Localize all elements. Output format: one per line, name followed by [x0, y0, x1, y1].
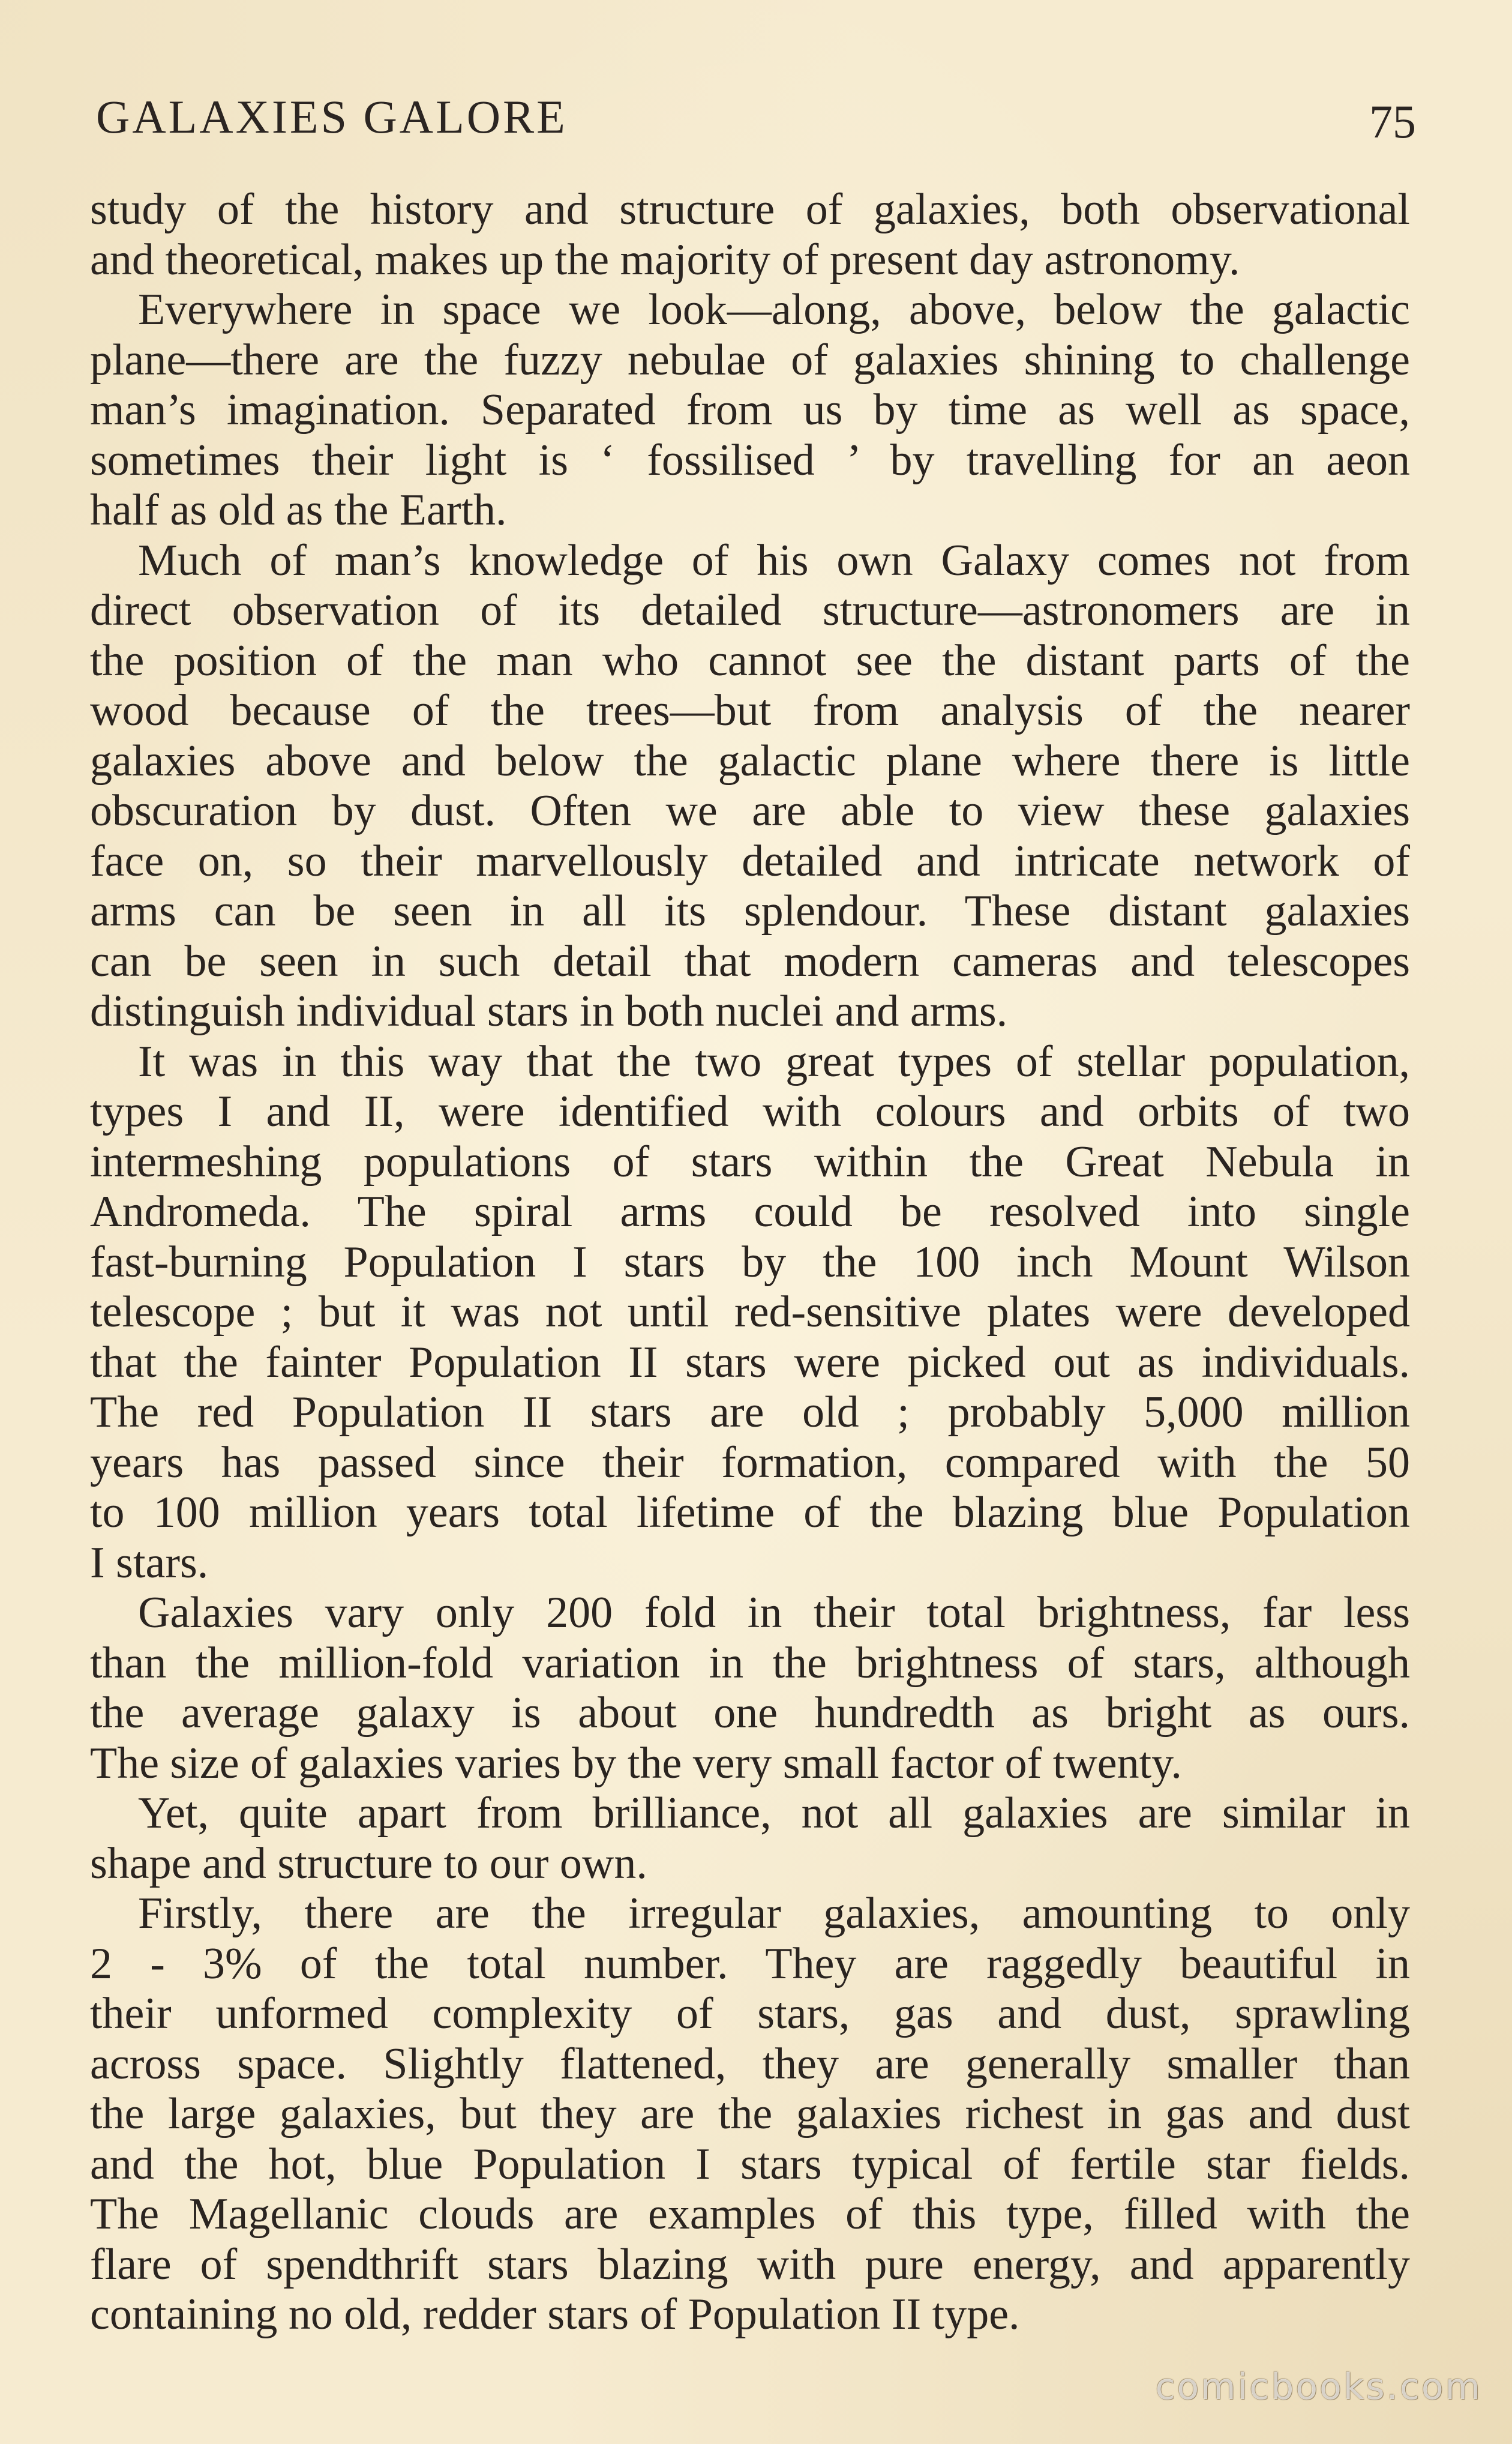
text-line: Yet, quite apart from brilliance, not all galaxies are similar in	[138, 1789, 1410, 1838]
text-line: I stars.	[90, 1538, 209, 1588]
text-line: It was in this way that the two great types of stellar population,	[138, 1037, 1410, 1086]
text-line: than the million-fold variation in the brightness of stars, although	[90, 1638, 1410, 1688]
text-line: galaxies above and below the galactic plane where there is little	[90, 736, 1410, 786]
text-line: telescope ; but it was not until red-sensitive plates were developed	[90, 1287, 1410, 1337]
body-text	[90, 185, 1410, 2340]
text-line: Much of man’s knowledge of his own Galaxy comes not from	[138, 535, 1410, 585]
text-line: intermeshing populations of stars within the Great Nebula in	[90, 1137, 1410, 1187]
text-line: The Magellanic clouds are examples of this type, filled with the	[90, 2190, 1410, 2239]
text-line: Andromeda. The spiral arms could be resolved into single	[90, 1187, 1410, 1236]
text-line: years has passed since their formation, compared with the 50	[90, 1437, 1410, 1487]
text-line: Everywhere in space we look—along, above, below the galactic	[138, 285, 1410, 334]
text-line: half as old as the Earth.	[90, 486, 507, 535]
text-line: study of the history and structure of galaxies, both observational	[90, 185, 1410, 234]
paragraph	[90, 1889, 1410, 2340]
paragraph	[90, 536, 1410, 1037]
text-line: The red Population II stars are old ; probably 5,000 million	[90, 1388, 1410, 1437]
text-line: containing no old, redder stars of Population II type.	[90, 2290, 1020, 2339]
watermark: comicbooks.com	[1155, 2366, 1482, 2408]
text-line: and theoretical, makes up the majority of present day astronomy.	[90, 235, 1240, 284]
page-number: 75	[1369, 95, 1416, 148]
text-line: plane—there are the fuzzy nebulae of galaxies shining to challenge	[90, 335, 1410, 385]
running-head: GALAXIES GALORE	[96, 91, 568, 143]
text-line: sometimes their light is ‘ fossilised ’ by travelling for an aeon	[90, 435, 1410, 485]
paragraph	[90, 1789, 1410, 1889]
text-line: Galaxies vary only 200 fold in their total brightness, far less	[138, 1588, 1410, 1637]
text-line: the position of the man who cannot see the distant parts of the	[90, 636, 1410, 685]
paragraph	[90, 1588, 1410, 1789]
text-line: wood because of the trees—but from analysis of the nearer	[90, 686, 1410, 735]
text-line: arms can be seen in all its splendour. These distant galaxies	[90, 886, 1410, 936]
text-line: types I and II, were identified with colours and orbits of two	[90, 1087, 1410, 1136]
text-line: fast-burning Population I stars by the 100 inch Mount Wilson	[90, 1237, 1410, 1287]
text-line: direct observation of its detailed structure—astronomers are in	[90, 586, 1410, 635]
text-line: 2 - 3% of the total number. They are raggedly beautiful in	[90, 1939, 1410, 1988]
text-line: face on, so their marvellously detailed and intricate network of	[90, 836, 1410, 886]
text-line: shape and structure to our own.	[90, 1838, 647, 1888]
text-line: distinguish individual stars in both nuclei and arms.	[90, 987, 1008, 1036]
text-line: flare of spendthrift stars blazing with pure energy, and apparently	[90, 2239, 1410, 2289]
text-line: The size of galaxies varies by the very small factor of twenty.	[90, 1738, 1182, 1788]
text-line: man’s imagination. Separated from us by time as well as space,	[90, 385, 1410, 435]
text-line: Firstly, there are the irregular galaxies, amounting to only	[138, 1889, 1410, 1938]
paragraph	[90, 1037, 1410, 1589]
text-line: to 100 million years total lifetime of the blazing blue Population	[90, 1488, 1410, 1537]
text-line: the average galaxy is about one hundredth as bright as ours.	[90, 1688, 1410, 1738]
text-line: their unformed complexity of stars, gas and dust, sprawling	[90, 1989, 1410, 2038]
text-line: and the hot, blue Population I stars typical of fertile star fields.	[90, 2139, 1410, 2189]
text-line: across space. Slightly flattened, they are generally smaller than	[90, 2039, 1410, 2089]
paragraph	[90, 285, 1410, 536]
text-line: that the fainter Population II stars were picked out as individuals.	[90, 1337, 1410, 1387]
text-line: can be seen in such detail that modern cameras and telescopes	[90, 936, 1410, 986]
text-line: obscuration by dust. Often we are able to view these galaxies	[90, 786, 1410, 835]
text-line: the large galaxies, but they are the galaxies richest in gas and dust	[90, 2089, 1410, 2138]
paragraph	[90, 185, 1410, 285]
